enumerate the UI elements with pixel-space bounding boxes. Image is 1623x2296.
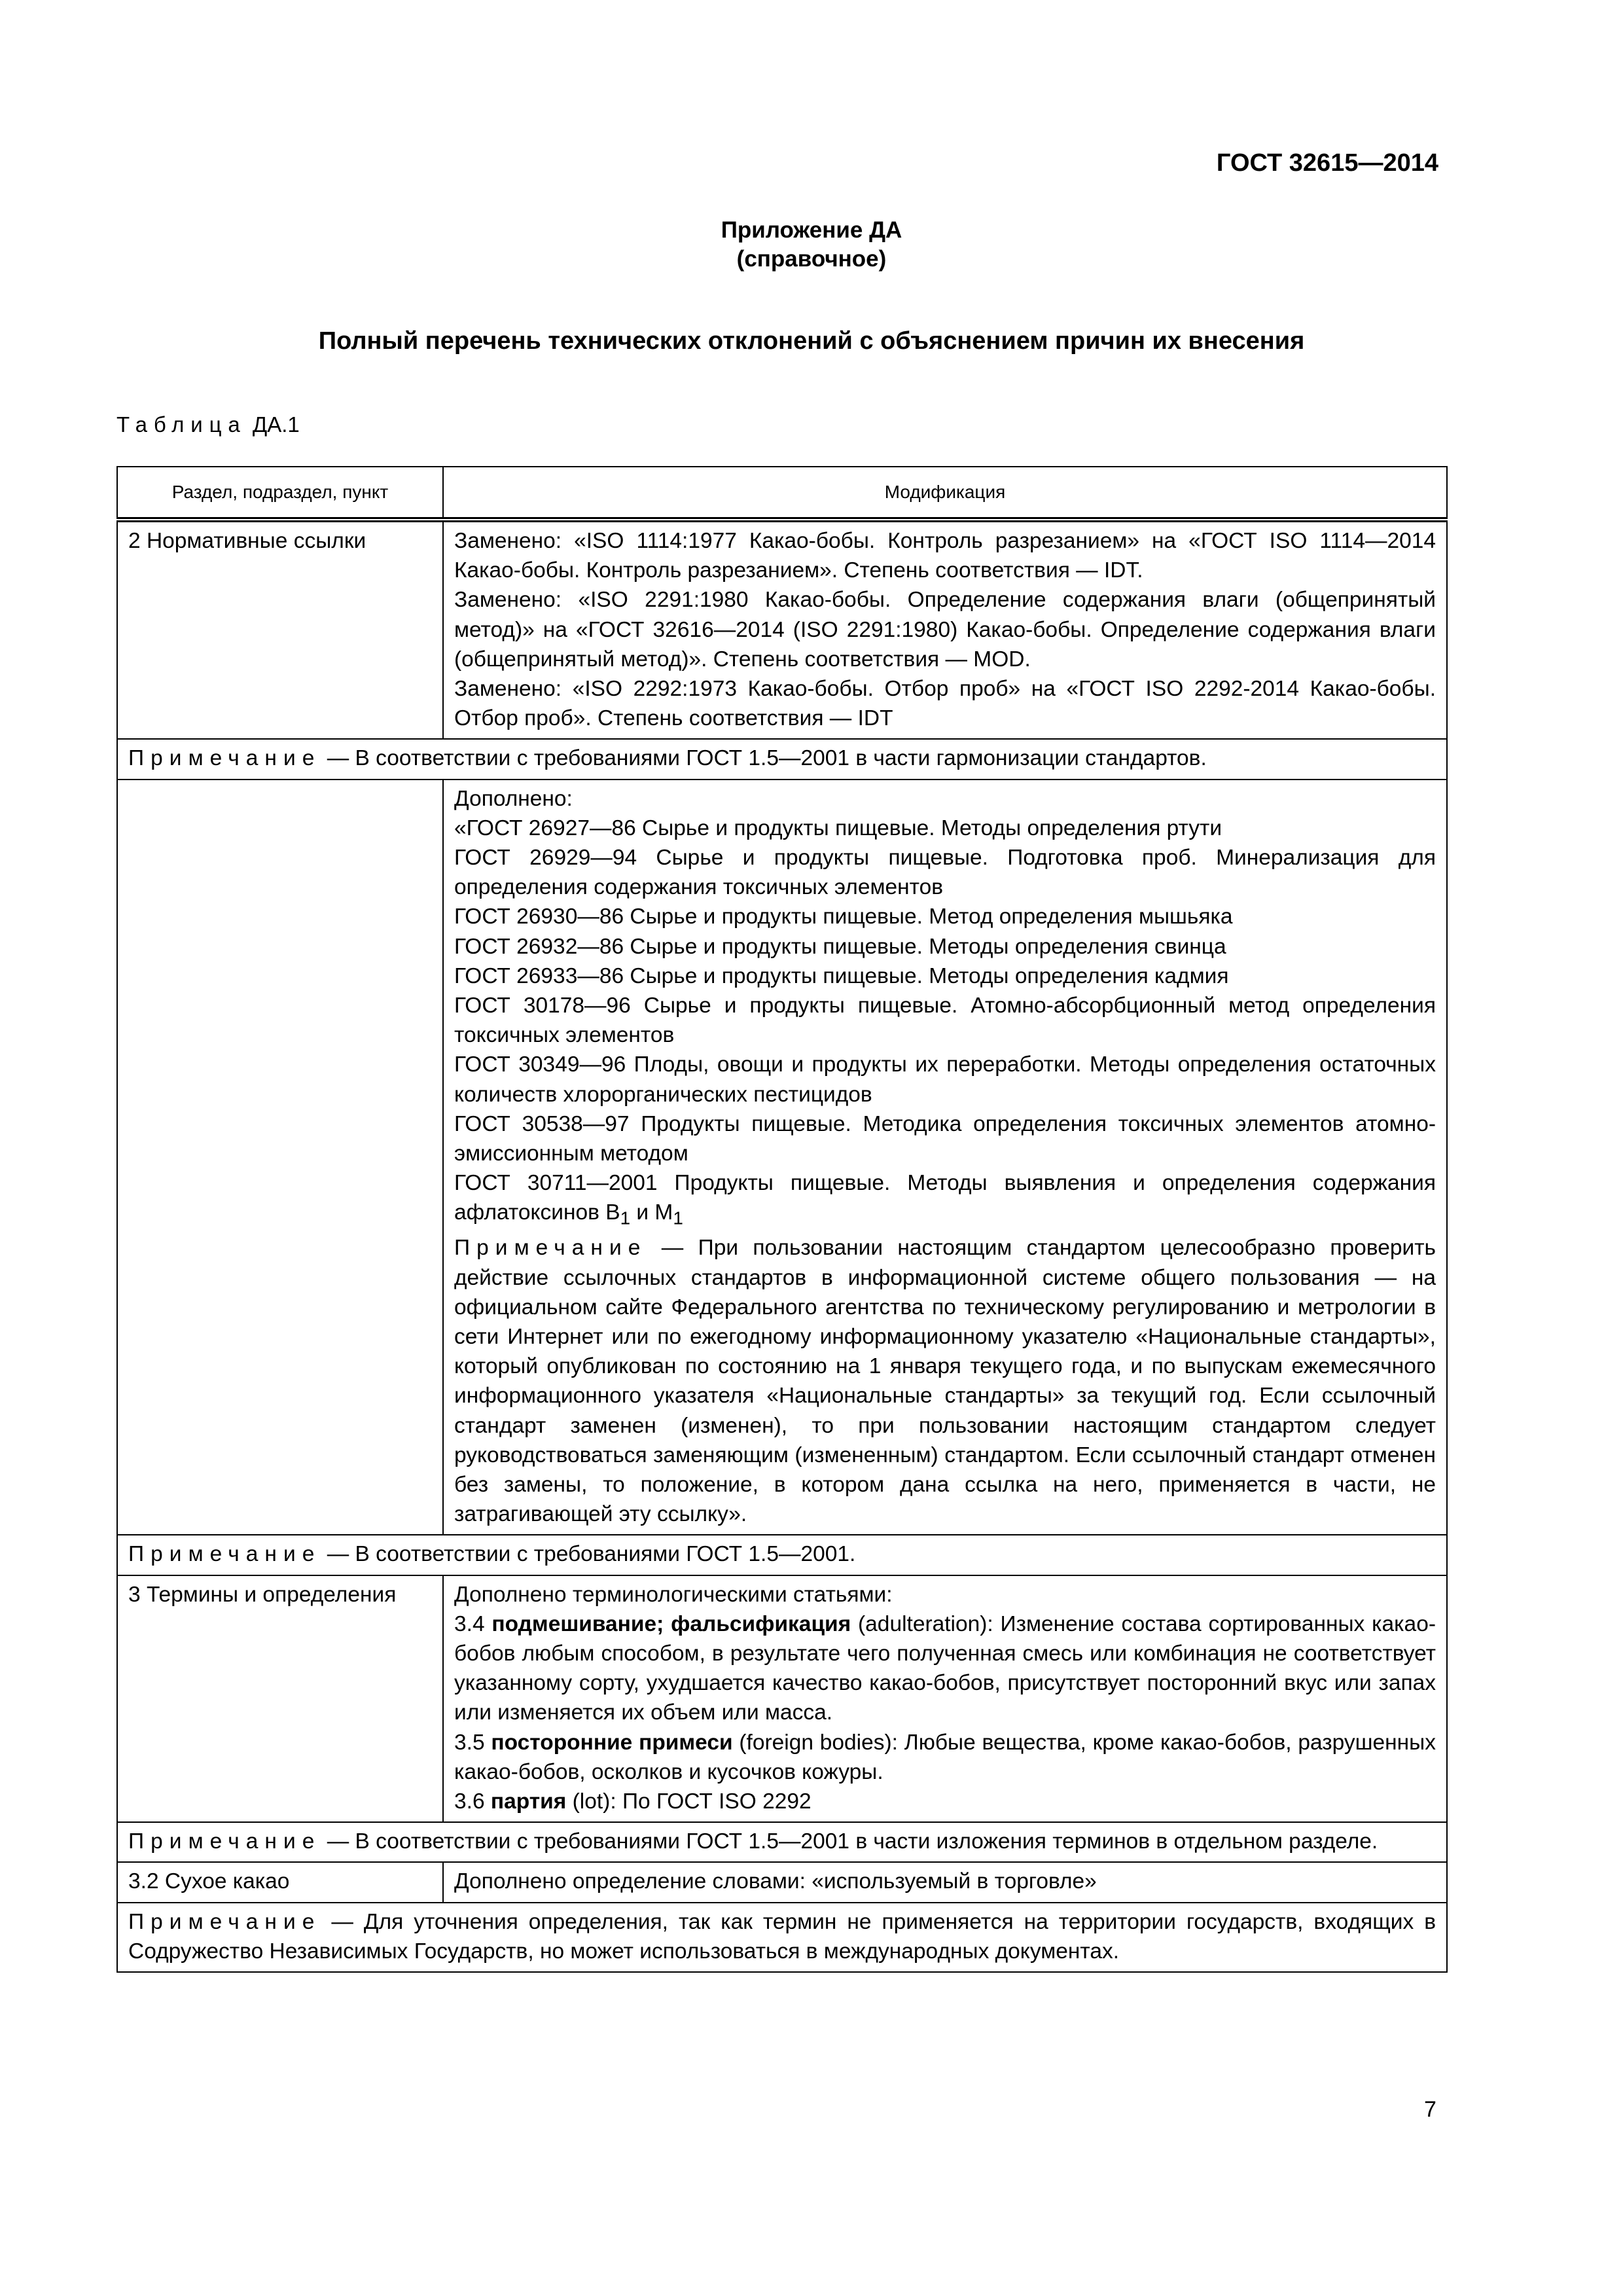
term-name: посторонние примеси	[491, 1730, 733, 1755]
modification-line: Заменено: «ISO 2291:1980 Какао-бобы. Определение содержания влаги (общепринятый метод)» на «ГОСТ 32616—2014 (ISO 2291:1980) Какао-бобы. Определение содержания влаги (общепринятый метод)». Степень соответствия — MOD.	[454, 588, 1436, 672]
modification-line: Заменено: «ISO 2292:1973 Какао-бобы. Отбор проб» на «ГОСТ ISO 2292-2014 Какао-бобы. Отбор проб». Степень соответствия — IDT	[454, 677, 1436, 731]
term-definition: (foreign bodies): Любые вещества, кроме какао-бобов, разрушенных какао-бобов, осколков и кусочков кожуры.	[454, 1730, 1436, 1784]
modification-line: ГОСТ 26930—86 Сырье и продукты пищевые. Метод определения мышьяка	[454, 905, 1233, 929]
table-header-row	[117, 467, 1447, 520]
note-cell	[117, 1822, 1447, 1862]
table-row	[117, 520, 1447, 739]
note-label: Примечание	[128, 1542, 321, 1567]
note-label: Примечание	[128, 1829, 321, 1854]
term-entry	[454, 1728, 1436, 1787]
note-text: — В соответствии с требованиями ГОСТ 1.5—2001.	[321, 1542, 856, 1567]
modification-line: Дополнено терминологическими статьями:	[454, 1582, 893, 1607]
term-number: 3.4	[454, 1611, 492, 1636]
note-row	[117, 739, 1447, 779]
modification-line: Дополнено:	[454, 786, 573, 811]
note-text: — Для уточнения определения, так как термин не применяется на территории государств, входящих в Содружество Независимых Государств, но может использоваться в международных документах.	[128, 1909, 1436, 1964]
table-caption-prefix: Таблица	[116, 412, 247, 437]
document-code: ГОСТ 32615—2014	[1216, 149, 1438, 177]
note-label: Примечание	[128, 1909, 321, 1934]
term-number: 3.5	[454, 1730, 491, 1755]
modification-line	[454, 1168, 1436, 1233]
term-definition: (lot): По ГОСТ ISO 2292	[566, 1789, 812, 1814]
inner-note	[454, 1233, 1436, 1529]
term-definition: (adulteration): Изменение состава сортированных какао-бобов любым способом, в результате чего полученная смесь или комбинация не соответствует указанному сорту, ухудшается качество какао-бобов, присутствует посторонний вкус или запах или изменяется их объем или масса.	[454, 1611, 1436, 1725]
modification-cell	[443, 1862, 1447, 1902]
modification-line: Дополнено определение словами: «используемый в торговле»	[454, 1869, 1097, 1894]
term-number: 3.6	[454, 1789, 491, 1814]
main-title: Полный перечень технических отклонений с объяснением причин их внесения	[318, 327, 1305, 355]
section-cell: 3.2 Сухое какао	[117, 1862, 443, 1902]
term-entry	[454, 1609, 1436, 1728]
note-label: Примечание	[128, 746, 321, 771]
note-row	[117, 1535, 1447, 1575]
note-row	[117, 1903, 1447, 1972]
subscript: 1	[673, 1208, 683, 1229]
section-cell: 2 Нормативные ссылки	[117, 520, 443, 739]
table-row	[117, 1575, 1447, 1823]
table-row	[117, 1862, 1447, 1902]
note-text: — В соответствии с требованиями ГОСТ 1.5—2001 в части изложения терминов в отдельном разделе.	[321, 1829, 1378, 1854]
modification-line: ГОСТ 26933—86 Сырье и продукты пищевые. Методы определения кадмия	[454, 963, 1229, 988]
table-caption-number: ДА.1	[246, 412, 300, 437]
modification-cell	[443, 780, 1447, 1535]
modification-line: ГОСТ 26932—86 Сырье и продукты пищевые. Методы определения свинца	[454, 934, 1226, 959]
note-row	[117, 1822, 1447, 1862]
section-cell	[117, 780, 443, 1535]
modification-line: ГОСТ 30538—97 Продукты пищевые. Методика определения токсичных элементов атомно-эмиссионным методом	[454, 1111, 1436, 1166]
modification-line: «ГОСТ 26927—86 Сырье и продукты пищевые. Методы определения ртути	[454, 816, 1222, 840]
modification-line: Заменено: «ISO 1114:1977 Какао-бобы. Контроль разрезанием» на «ГОСТ ISO 1114—2014 Какао-бобы. Контроль разрезанием». Степень соответствия — IDT.	[454, 529, 1436, 583]
subscript: 1	[620, 1208, 631, 1229]
inner-note-label: Примечание	[454, 1236, 647, 1261]
modification-line: ГОСТ 30178—96 Сырье и продукты пищевые. Атомно-абсорбционный метод определения токсичных элементов	[454, 994, 1436, 1048]
modification-line: ГОСТ 26929—94 Сырье и продукты пищевые. Подготовка проб. Минерализация для определения содержания токсичных элементов	[454, 846, 1436, 900]
note-cell	[117, 739, 1447, 779]
deviations-table	[116, 466, 1448, 1973]
modification-cell	[443, 520, 1447, 739]
note-text: — В соответствии с требованиями ГОСТ 1.5—2001 в части гармонизации стандартов.	[321, 746, 1207, 771]
aflatoxin-text-2: и М	[630, 1200, 673, 1225]
inner-note-text: — При пользовании настоящим стандартом целесообразно проверить действие ссылочных стандартов в информационной системе общего пользования — на официальном сайте Федерального агентства по техническому регулированию и метрологии в сети Интернет или по ежегодному информационному указателю «Национальные стандарты», который опубликован по состоянию на 1 января текущего года, и по выпускам ежемесячного информационного указателя «Национальные стандарты» за текущий год. Если ссылочный стандарт заменен (изменен), то при пользовании настоящим стандартом следует руководствоваться заменяющим (измененным) стандартом. Если ссылочный стандарт отменен без замены, то положение, в котором дана ссылка на него, применяется в части, не затрагивающей эту ссылку».	[454, 1236, 1436, 1527]
appendix-title: Приложение ДА	[721, 217, 902, 243]
term-entry	[454, 1787, 1436, 1816]
aflatoxin-text: ГОСТ 30711—2001 Продукты пищевые. Методы выявления и определения содержания афлатоксинов В	[454, 1171, 1436, 1225]
page-number: 7	[1424, 2097, 1436, 2122]
header-section: Раздел, подраздел, пункт	[117, 467, 443, 520]
appendix-subtitle: (справочное)	[736, 246, 887, 272]
table-row	[117, 780, 1447, 1535]
term-name: подмешивание; фальсификация	[491, 1611, 851, 1636]
table-caption	[116, 412, 300, 437]
section-cell: 3 Термины и определения	[117, 1575, 443, 1823]
modification-cell	[443, 1575, 1447, 1823]
modification-line: ГОСТ 30349—96 Плоды, овощи и продукты их переработки. Методы определения остаточных количеств хлорорганических пестицидов	[454, 1052, 1436, 1107]
term-name: партия	[490, 1789, 567, 1814]
note-cell	[117, 1903, 1447, 1972]
header-modification: Модификация	[443, 467, 1447, 520]
note-cell	[117, 1535, 1447, 1575]
